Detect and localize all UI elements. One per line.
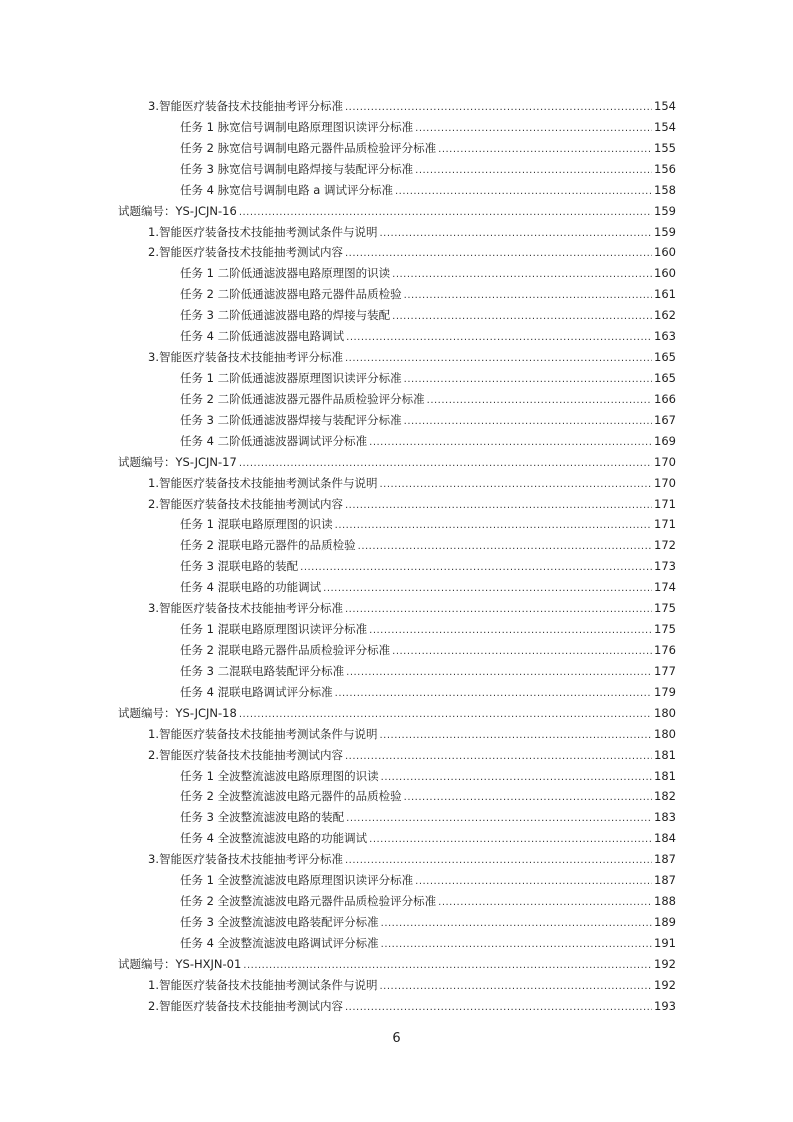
toc-entry-page: 155 <box>654 140 676 155</box>
toc-entry-title: 试题编号：YS-JCJN-18 <box>118 705 237 720</box>
toc-entry-title: 1.智能医疗装备技术技能抽考测试条件与说明 <box>148 475 378 490</box>
toc-entry-title: 1.智能医疗装备技术技能抽考测试条件与说明 <box>148 977 378 992</box>
toc-entry-page: 158 <box>654 182 676 197</box>
dot-leader <box>358 538 652 552</box>
toc-entry-title: 任务 1 混联电路原理图识读评分标准 <box>180 622 368 637</box>
toc-entry[interactable] <box>118 935 676 956</box>
toc-entry-page: 188 <box>654 894 676 909</box>
dot-leader <box>345 99 652 113</box>
dot-leader <box>243 957 652 971</box>
toc-entry-title: 任务 3 脉宽信号调制电路焊接与装配评分标准 <box>180 161 414 176</box>
toc-entry[interactable] <box>118 663 676 684</box>
toc-entry-page: 154 <box>654 119 676 134</box>
toc-entry[interactable] <box>118 475 676 496</box>
table-of-contents <box>118 98 676 1019</box>
toc-entry-title: 1.智能医疗装备技术技能抽考测试条件与说明 <box>148 224 378 239</box>
toc-entry-page: 180 <box>654 726 676 741</box>
dot-leader <box>438 894 652 908</box>
toc-entry-page: 173 <box>654 559 676 574</box>
dot-leader <box>381 915 652 929</box>
toc-entry[interactable] <box>118 600 676 621</box>
toc-entry[interactable] <box>118 203 676 224</box>
toc-entry-title: 任务 1 混联电路原理图的识读 <box>180 517 333 532</box>
toc-entry[interactable] <box>118 684 676 705</box>
toc-entry-title: 1.智能医疗装备技术技能抽考测试条件与说明 <box>148 726 378 741</box>
toc-entry-title: 任务 2 混联电路元器件品质检验评分标准 <box>180 642 391 657</box>
dot-leader <box>346 810 652 824</box>
dot-leader <box>392 266 652 280</box>
dot-leader <box>379 225 652 239</box>
toc-entry-title: 任务 3 二阶低通滤波器电路的焊接与装配 <box>180 308 391 323</box>
toc-entry[interactable] <box>118 119 676 140</box>
dot-leader <box>346 664 652 678</box>
dot-leader <box>379 476 652 490</box>
dot-leader <box>335 685 652 699</box>
dot-leader <box>404 371 652 385</box>
toc-entry-page: 165 <box>654 370 676 385</box>
toc-entry-title: 2.智能医疗装备技术技能抽考测试内容 <box>148 245 343 260</box>
dot-leader <box>438 141 652 155</box>
toc-entry[interactable] <box>118 537 676 558</box>
dot-leader <box>345 999 652 1013</box>
toc-entry[interactable] <box>118 705 676 726</box>
toc-entry-page: 184 <box>654 831 676 846</box>
toc-entry[interactable] <box>118 726 676 747</box>
toc-entry-page: 172 <box>654 538 676 553</box>
toc-entry[interactable] <box>118 496 676 517</box>
toc-entry-page: 175 <box>654 601 676 616</box>
toc-entry-title: 任务 2 全波整流滤波电路元器件品质检验评分标准 <box>180 894 437 909</box>
toc-entry-page: 169 <box>654 433 676 448</box>
toc-entry[interactable] <box>118 412 676 433</box>
dot-leader <box>345 748 652 762</box>
toc-entry-title: 任务 1 二阶低通滤波器原理图识读评分标准 <box>180 370 402 385</box>
dot-leader <box>404 413 652 427</box>
toc-entry-title: 任务 4 全波整流滤波电路的功能调试 <box>180 831 368 846</box>
toc-entry-page: 181 <box>654 747 676 762</box>
toc-entry[interactable] <box>118 998 676 1019</box>
toc-entry-title: 任务 2 全波整流滤波电路元器件的品质检验 <box>180 789 402 804</box>
dot-leader <box>323 580 652 594</box>
toc-entry[interactable] <box>118 140 676 161</box>
toc-entry-page: 191 <box>654 935 676 950</box>
dot-leader <box>345 852 652 866</box>
dot-leader <box>369 434 652 448</box>
toc-entry[interactable] <box>118 851 676 872</box>
toc-entry-title: 任务 1 全波整流滤波电路原理图识读评分标准 <box>180 873 414 888</box>
dot-leader <box>345 601 652 615</box>
dot-leader <box>381 769 652 783</box>
dot-leader <box>415 162 652 176</box>
toc-entry[interactable] <box>118 872 676 893</box>
toc-entry[interactable] <box>118 768 676 789</box>
toc-entry-title: 任务 2 脉宽信号调制电路元器件品质检验评分标准 <box>180 140 437 155</box>
toc-entry-title: 任务 3 混联电路的装配 <box>180 559 299 574</box>
dot-leader <box>381 936 652 950</box>
toc-entry-page: 171 <box>654 517 676 532</box>
toc-entry-title: 任务 4 脉宽信号调制电路 a 调试评分标准 <box>180 182 393 197</box>
toc-entry-page: 182 <box>654 789 676 804</box>
toc-entry-page: 162 <box>654 308 676 323</box>
toc-entry[interactable] <box>118 621 676 642</box>
toc-entry[interactable] <box>118 893 676 914</box>
dot-leader <box>369 622 652 636</box>
dot-leader <box>395 183 652 197</box>
toc-entry-title: 2.智能医疗装备技术技能抽考测试内容 <box>148 496 343 511</box>
toc-entry[interactable] <box>118 830 676 851</box>
toc-entry-page: 183 <box>654 810 676 825</box>
toc-entry-title: 3.智能医疗装备技术技能抽考评分标准 <box>148 99 343 113</box>
toc-entry-page: 154 <box>654 99 676 113</box>
dot-leader <box>415 120 652 134</box>
toc-entry-title: 2.智能医疗装备技术技能抽考测试内容 <box>148 998 343 1013</box>
toc-entry[interactable] <box>118 516 676 537</box>
toc-entry[interactable] <box>118 98 676 119</box>
dot-leader <box>345 350 652 364</box>
toc-entry[interactable] <box>118 914 676 935</box>
toc-entry-title: 3.智能医疗装备技术技能抽考评分标准 <box>148 350 343 365</box>
toc-entry[interactable] <box>118 265 676 286</box>
dot-leader <box>239 204 652 218</box>
dot-leader <box>369 831 652 845</box>
toc-entry-title: 任务 4 混联电路的功能调试 <box>180 580 322 595</box>
dot-leader <box>392 308 652 322</box>
toc-entry-title: 任务 4 混联电路调试评分标准 <box>180 684 333 699</box>
toc-entry-title: 任务 2 二阶低通滤波器元器件品质检验评分标准 <box>180 391 425 406</box>
dot-leader <box>345 497 652 511</box>
toc-entry-page: 180 <box>654 705 676 720</box>
toc-entry[interactable] <box>118 788 676 809</box>
dot-leader <box>345 245 652 259</box>
toc-entry-page: 171 <box>654 496 676 511</box>
toc-entry-page: 176 <box>654 642 676 657</box>
toc-entry-title: 任务 1 全波整流滤波电路原理图的识读 <box>180 768 379 783</box>
toc-entry[interactable] <box>118 286 676 307</box>
toc-entry-title: 任务 3 全波整流滤波电路的装配 <box>180 810 345 825</box>
toc-entry-page: 174 <box>654 580 676 595</box>
toc-entry-page: 170 <box>654 454 676 469</box>
toc-entry-page: 159 <box>654 224 676 239</box>
toc-entry-page: 170 <box>654 475 676 490</box>
toc-entry[interactable] <box>118 956 676 977</box>
toc-entry-page: 159 <box>654 203 676 218</box>
toc-entry-page: 160 <box>654 266 676 281</box>
toc-entry-title: 2.智能医疗装备技术技能抽考测试内容 <box>148 747 343 762</box>
toc-entry-page: 187 <box>654 873 676 888</box>
toc-entry[interactable] <box>118 558 676 579</box>
dot-leader <box>427 392 652 406</box>
dot-leader <box>335 517 652 531</box>
dot-leader <box>392 643 652 657</box>
toc-entry-page: 175 <box>654 622 676 637</box>
dot-leader <box>415 873 652 887</box>
toc-entry[interactable] <box>118 370 676 391</box>
toc-entry-title: 任务 2 二阶低通滤波器电路元器件品质检验 <box>180 287 402 302</box>
toc-entry-title: 试题编号：YS-JCJN-16 <box>118 203 237 218</box>
dot-leader <box>239 455 652 469</box>
toc-entry-page: 192 <box>654 977 676 992</box>
toc-entry-page: 156 <box>654 161 676 176</box>
toc-entry-title: 任务 4 全波整流滤波电路调试评分标准 <box>180 935 379 950</box>
toc-entry-title: 任务 1 二阶低通滤波器电路原理图的识读 <box>180 266 391 281</box>
toc-entry-page: 160 <box>654 245 676 260</box>
toc-entry[interactable] <box>118 224 676 245</box>
dot-leader <box>379 978 652 992</box>
toc-entry-title: 试题编号：YS-HXJN-01 <box>118 956 242 971</box>
toc-entry-title: 任务 3 二混联电路装配评分标准 <box>180 663 345 678</box>
toc-entry[interactable] <box>118 747 676 768</box>
toc-entry-page: 181 <box>654 768 676 783</box>
toc-entry[interactable] <box>118 244 676 265</box>
toc-entry-page: 167 <box>654 412 676 427</box>
page-number: 6 <box>392 1031 401 1046</box>
toc-entry-title: 任务 1 脉宽信号调制电路原理图识读评分标准 <box>180 119 414 134</box>
toc-entry[interactable] <box>118 433 676 454</box>
toc-entry[interactable] <box>118 349 676 370</box>
dot-leader <box>239 706 652 720</box>
toc-entry[interactable] <box>118 307 676 328</box>
toc-entry[interactable] <box>118 391 676 412</box>
toc-entry-page: 193 <box>654 998 676 1013</box>
toc-entry-page: 187 <box>654 852 676 867</box>
toc-entry-page: 165 <box>654 350 676 365</box>
toc-entry-page: 163 <box>654 329 676 344</box>
toc-entry-page: 177 <box>654 663 676 678</box>
toc-entry[interactable] <box>118 328 676 349</box>
toc-entry[interactable] <box>118 182 676 203</box>
dot-leader <box>346 329 652 343</box>
toc-entry-page: 189 <box>654 914 676 929</box>
toc-entry-page: 192 <box>654 956 676 971</box>
toc-entry[interactable] <box>118 579 676 600</box>
toc-entry-title: 任务 3 二阶低通滤波器焊接与装配评分标准 <box>180 412 402 427</box>
toc-entry-page: 179 <box>654 684 676 699</box>
dot-leader <box>379 727 652 741</box>
dot-leader <box>404 789 652 803</box>
toc-entry-title: 任务 4 二阶低通滤波器电路调试 <box>180 329 345 344</box>
toc-entry-title: 任务 3 全波整流滤波电路装配评分标准 <box>180 914 379 929</box>
dot-leader <box>300 559 652 573</box>
toc-entry-title: 试题编号：YS-JCJN-17 <box>118 454 237 469</box>
toc-entry[interactable] <box>118 977 676 998</box>
toc-entry[interactable] <box>118 642 676 663</box>
toc-entry-title: 3.智能医疗装备技术技能抽考评分标准 <box>148 852 343 867</box>
toc-entry-title: 任务 4 二阶低通滤波器调试评分标准 <box>180 433 368 448</box>
toc-entry-title: 任务 2 混联电路元器件的品质检验 <box>180 538 356 553</box>
dot-leader <box>404 287 652 301</box>
toc-entry-page: 161 <box>654 287 676 302</box>
toc-entry[interactable] <box>118 161 676 182</box>
toc-entry-page: 166 <box>654 391 676 406</box>
toc-entry-title: 3.智能医疗装备技术技能抽考评分标准 <box>148 601 343 616</box>
toc-entry[interactable] <box>118 454 676 475</box>
toc-entry[interactable] <box>118 809 676 830</box>
